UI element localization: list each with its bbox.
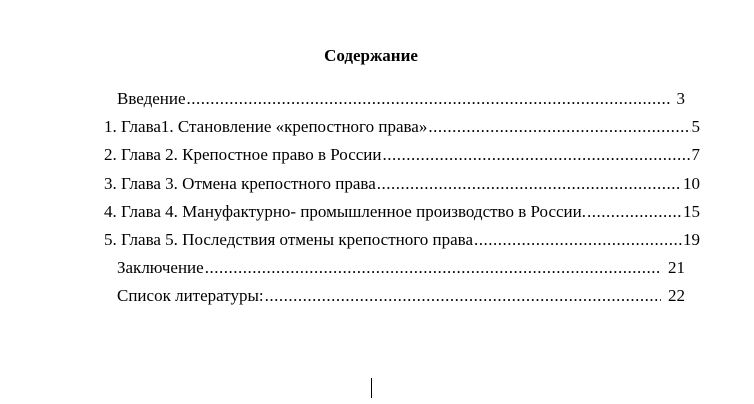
toc-entry-page: 22	[668, 286, 685, 305]
toc-entry-chapter-1[interactable]	[104, 116, 700, 138]
toc-entry-chapter-3[interactable]	[104, 173, 700, 195]
toc-entry-label: Список литературы:	[117, 286, 264, 305]
toc-dot-leader	[587, 201, 682, 223]
toc-dot-leader	[265, 285, 661, 307]
toc-entry-label: 3. Глава 3. Отмена крепостного права	[104, 174, 376, 193]
toc-entry-label: 2. Глава 2. Крепостное право в России	[104, 145, 382, 164]
toc-entry-page: 19	[683, 230, 700, 249]
toc-dot-leader	[474, 229, 682, 251]
toc-entry-page: 5	[691, 117, 700, 136]
toc-entry-conclusion[interactable]	[117, 257, 685, 279]
toc-entry-chapter-5[interactable]	[104, 229, 700, 251]
toc-entry-page: 10	[683, 174, 700, 193]
toc-dot-leader	[205, 257, 661, 279]
toc-entry-introduction[interactable]	[117, 88, 685, 110]
toc-entry-page: 3	[676, 89, 685, 108]
toc-entry-page: 7	[691, 145, 700, 164]
toc-dot-leader	[187, 88, 670, 110]
text-cursor	[371, 378, 372, 398]
toc-entry-label: 5. Глава 5. Последствия отмены крепостного права	[104, 230, 474, 249]
toc-entry-page: 15	[683, 202, 700, 221]
toc-dot-leader	[428, 116, 690, 138]
toc-title: Содержание	[324, 46, 418, 65]
toc-entry-label: 1. Глава1. Становление «крепостного права»	[104, 117, 428, 136]
toc-dot-leader	[377, 173, 682, 195]
toc-entry-chapter-2[interactable]	[104, 144, 700, 166]
toc-entry-label: 4. Глава 4. Мануфактурно- промышленное производство в России.	[104, 202, 586, 221]
toc-dot-leader	[382, 144, 690, 166]
toc-entry-label: Введение	[117, 89, 186, 108]
toc-entry-chapter-4[interactable]	[104, 201, 700, 223]
toc-entry-bibliography[interactable]	[117, 285, 685, 307]
toc-entry-page: 21	[668, 258, 685, 277]
toc-entry-label: Заключение	[117, 258, 204, 277]
